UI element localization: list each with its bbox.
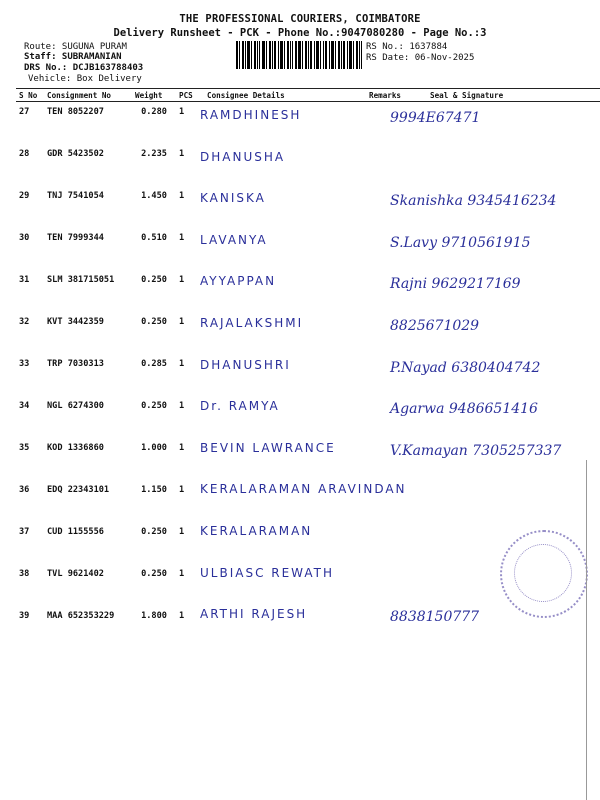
row-pcs: 1 (179, 233, 185, 243)
row-sno: 32 (19, 317, 30, 327)
row-consignment-no: TVL 9621402 (47, 569, 104, 579)
round-seal-stamp (500, 530, 588, 618)
row-weight: 0.250 (141, 527, 167, 537)
row-consignment-no: NGL 6274300 (47, 401, 104, 411)
row-pcs: 1 (179, 149, 185, 159)
row-seal-cell (412, 144, 600, 186)
handwritten-consignee: BEVIN LAWRANCE (200, 440, 336, 455)
handwritten-consignee: KERALARAMAN ARAVINDAN (200, 482, 407, 497)
row-consignment-no: EDQ 22343101 (47, 485, 110, 495)
row-sno: 33 (19, 359, 30, 369)
col-consignment: Consignment No (44, 89, 132, 102)
handwritten-consignee: DHANUSHRI (200, 357, 291, 372)
row-consignment-no: CUD 1155556 (47, 527, 104, 537)
handwritten-signature: Agarwa 9486651416 (390, 401, 538, 418)
row-sno: 36 (19, 485, 30, 495)
row-pcs: 1 (179, 275, 185, 285)
handwritten-consignee: LAVANYA (200, 232, 268, 247)
handwritten-signature: S.Lavy 9710561915 (390, 234, 531, 251)
row-pcs: 1 (179, 359, 185, 369)
row-consignment-no: KVT 3442359 (47, 317, 104, 327)
row-pcs: 1 (179, 191, 185, 201)
drs-number: DRS No.: DCJB163788403 (24, 63, 144, 73)
table-row (16, 102, 600, 145)
table-row (16, 144, 600, 186)
row-weight: 1.800 (141, 611, 167, 621)
row-sno: 30 (19, 233, 30, 243)
row-weight: 2.235 (141, 149, 167, 159)
row-consignment-no: TNJ 7541054 (47, 191, 104, 201)
col-seal: Seal & Signature (412, 89, 600, 102)
staff-label: Staff: SUBRAMANIAN (24, 52, 122, 62)
row-consignment-no: KOD 1336860 (47, 443, 104, 453)
row-sno: 31 (19, 275, 30, 285)
row-pcs: 1 (179, 527, 185, 537)
company-title: THE PROFESSIONAL COURIERS, COIMBATORE (179, 13, 421, 25)
row-weight: 0.285 (141, 359, 167, 369)
row-pcs: 1 (179, 569, 185, 579)
row-consignment-no: TEN 7999344 (47, 233, 104, 243)
handwritten-signature: V.Kamayan 7305257337 (390, 442, 562, 459)
drs-barcode (236, 41, 362, 69)
row-sno: 28 (19, 149, 30, 159)
route-label: Route: SUGUNA PURAM (24, 42, 127, 52)
row-remarks-cell (366, 522, 412, 564)
handwritten-signature: 8838150777 (390, 609, 480, 626)
row-consignment-no: TEN 8052207 (47, 107, 104, 117)
row-sno: 35 (19, 443, 30, 453)
handwritten-consignee: KERALARAMAN (200, 524, 313, 538)
rs-number: RS No.: 1637884 (366, 42, 448, 52)
row-remarks-cell (366, 564, 412, 606)
col-consignee: Consignee Details (204, 89, 366, 102)
table-row (16, 606, 600, 648)
page-edge-line (586, 460, 587, 800)
handwritten-consignee: AYYAPPAN (200, 274, 277, 289)
row-weight: 0.250 (141, 569, 167, 579)
handwritten-signature: Rajni 9629217169 (390, 276, 521, 293)
handwritten-signature: P.Nayad 6380404742 (390, 359, 541, 376)
table-header-row (16, 89, 600, 102)
row-remarks-cell (366, 144, 412, 186)
handwritten-consignee: ARTHI RAJESH (200, 607, 308, 622)
row-weight: 1.450 (141, 191, 167, 201)
row-pcs: 1 (179, 443, 185, 453)
row-sno: 37 (19, 527, 30, 537)
vehicle-label: Vehicle: Box Delivery (28, 74, 142, 84)
handwritten-consignee: RAJALAKSHMI (200, 316, 304, 330)
rs-date: RS Date: 06-Nov-2025 (366, 53, 475, 63)
row-pcs: 1 (179, 485, 185, 495)
row-consignment-no: MAA 652353229 (47, 611, 115, 621)
row-pcs: 1 (179, 611, 185, 621)
row-pcs: 1 (179, 317, 185, 327)
row-consignment-no: SLM 381715051 (47, 275, 115, 285)
row-weight: 0.250 (141, 401, 167, 411)
row-weight: 0.250 (141, 317, 167, 327)
row-weight: 0.510 (141, 233, 167, 243)
handwritten-consignee: RAMDHINESH (200, 108, 302, 122)
handwritten-consignee: ULBIASC REWATH (200, 565, 335, 580)
col-sno: S No (16, 89, 44, 102)
row-pcs: 1 (179, 107, 185, 117)
table-row (16, 312, 600, 354)
row-sno: 38 (19, 569, 30, 579)
handwritten-consignee: KANISKA (200, 191, 266, 206)
row-sno: 27 (19, 107, 30, 117)
row-consignment-no: TRP 7030313 (47, 359, 104, 369)
handwritten-signature: 9994E67471 (390, 110, 481, 126)
row-weight: 0.250 (141, 275, 167, 285)
handwritten-signature: Skanishka 9345416234 (390, 193, 557, 210)
row-seal-cell (412, 480, 600, 522)
row-consignment-no: GDR 5423502 (47, 149, 104, 159)
row-pcs: 1 (179, 401, 185, 411)
handwritten-signature: 8825671029 (390, 318, 480, 334)
row-weight: 0.280 (141, 107, 167, 117)
handwritten-consignee: Dr. RAMYA (200, 399, 280, 414)
col-remarks: Remarks (366, 89, 412, 102)
row-weight: 1.000 (141, 443, 167, 453)
col-pcs: PCS (176, 89, 204, 102)
row-sno: 29 (19, 191, 30, 201)
row-weight: 1.150 (141, 485, 167, 495)
row-sno: 34 (19, 401, 30, 411)
handwritten-consignee: DHANUSHA (200, 149, 286, 164)
col-weight: Weight (132, 89, 176, 102)
runsheet-subtitle: Delivery Runsheet - PCK - Phone No.:9047080280 - Page No.:3 (113, 27, 487, 39)
row-sno: 39 (19, 611, 30, 621)
